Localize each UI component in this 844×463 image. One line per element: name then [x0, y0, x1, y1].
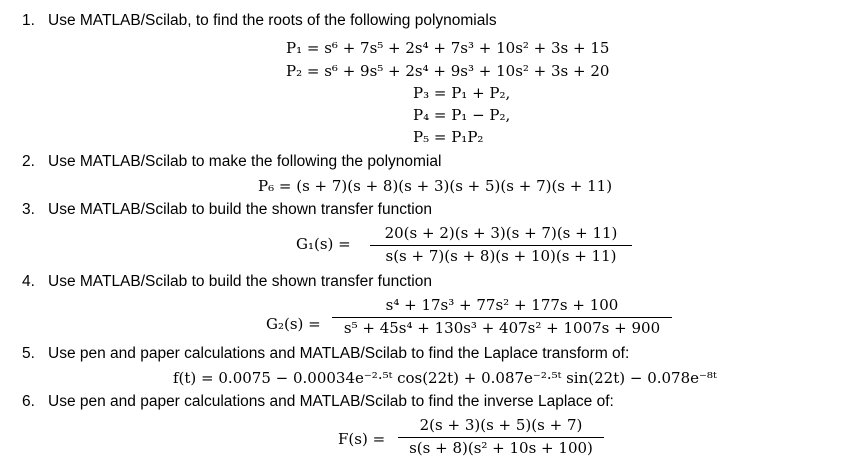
- fraction-fs: [398, 416, 604, 462]
- question-1: [22, 12, 497, 30]
- fraction-denominator: s(s + 7)(s + 8)(s + 10)(s + 11): [385, 247, 617, 265]
- fraction-numerator: 2(s + 3)(s + 5)(s + 7): [419, 416, 583, 434]
- question-3: [22, 201, 432, 219]
- equation-fs-lhs: F(s) =: [338, 430, 386, 448]
- question-text: Use MATLAB/Scilab to build the shown transfer function: [48, 201, 432, 218]
- equation-g2-lhs: G₂(s) =: [266, 315, 321, 333]
- question-number: 2.: [22, 153, 35, 170]
- question-2: [22, 153, 441, 171]
- fraction-bar: [370, 245, 632, 246]
- question-text: Use MATLAB/Scilab, to find the roots of the following polynomials: [48, 12, 497, 29]
- equation-p5: P₅ = P₁P₂: [413, 128, 484, 146]
- question-text: Use pen and paper calculations and MATLAB/Scilab to find the Laplace transform of:: [48, 345, 630, 362]
- equation-p4: P₄ = P₁ − P₂,: [413, 106, 511, 124]
- fraction-denominator: s(s + 8)(s² + 10s + 100): [409, 439, 593, 457]
- question-number: 6.: [22, 393, 35, 410]
- fraction-bar: [332, 317, 672, 318]
- fraction-g2: [332, 296, 672, 342]
- question-number: 1.: [22, 12, 35, 29]
- question-number: 3.: [22, 201, 35, 218]
- fraction-bar: [398, 437, 604, 438]
- equation-p2: P₂ = s⁶ + 9s⁵ + 2s⁴ + 9s³ + 10s² + 3s + 20: [286, 62, 610, 80]
- equation-g1-lhs: G₁(s) =: [296, 235, 351, 253]
- question-number: 5.: [22, 345, 35, 362]
- fraction-numerator: s⁴ + 17s³ + 77s² + 177s + 100: [385, 296, 619, 314]
- equation-p3: P₃ = P₁ + P₂,: [413, 84, 511, 102]
- question-text: Use MATLAB/Scilab to make the following the polynomial: [48, 153, 442, 170]
- equation-p1: P₁ = s⁶ + 7s⁵ + 2s⁴ + 7s³ + 10s² + 3s + 15: [286, 39, 610, 57]
- fraction-numerator: 20(s + 2)(s + 3)(s + 7)(s + 11): [384, 224, 618, 242]
- question-5: [22, 345, 629, 363]
- equation-ft: f(t) = 0.0075 − 0.00034e⁻²·⁵ᵗ cos(22t) + 0.087e⁻²·⁵ᵗ sin(22t) − 0.078e⁻⁸ᵗ: [173, 369, 717, 387]
- question-text: Use MATLAB/Scilab to build the shown transfer function: [48, 273, 432, 290]
- question-4: [22, 273, 432, 291]
- question-number: 4.: [22, 273, 35, 290]
- question-text: Use pen and paper calculations and MATLAB/Scilab to find the inverse Laplace of:: [48, 393, 614, 410]
- fraction-denominator: s⁵ + 45s⁴ + 130s³ + 407s² + 1007s + 900: [343, 319, 661, 337]
- question-6: [22, 393, 614, 411]
- equation-p6: P₆ = (s + 7)(s + 8)(s + 3)(s + 5)(s + 7)(s + 11): [258, 177, 613, 195]
- fraction-g1: [370, 224, 632, 270]
